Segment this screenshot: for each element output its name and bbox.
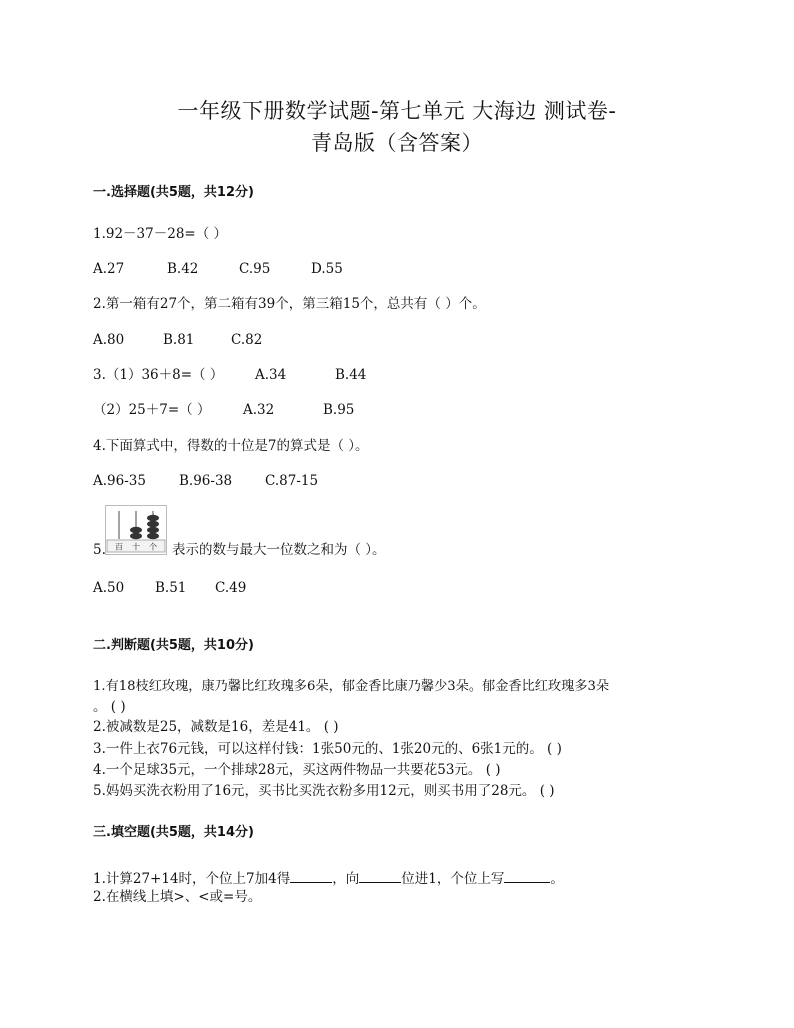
option-b: B.44 [335, 367, 367, 383]
abacus-label-ones: 个 [149, 542, 157, 552]
question-1-2-options [93, 331, 262, 349]
document-title-line2: 青岛版（含答案） [311, 131, 483, 155]
fill-1-text-c: 位进1，个位上写 [401, 871, 505, 887]
option-b: B.96-38 [179, 473, 233, 489]
judgment-1-line2: 。 ( ) [93, 699, 126, 715]
option-d: D.55 [311, 261, 343, 277]
judgment-5: 5.妈妈买洗衣粉用了16元，买书比买洗衣粉多用12元，则买书用了28元。 ( ) [93, 783, 555, 799]
abacus-bead [147, 533, 159, 539]
option-a: A.34 [255, 367, 287, 383]
judgment-2: 2.被减数是25，减数是16，差是41。 ( ) [93, 719, 339, 735]
fill-1-text-a: 1.计算27+14时，个位上7加4得 [93, 871, 291, 887]
question-text: （2）25＋7=（ ） [93, 402, 211, 418]
option-b: B.51 [155, 580, 187, 596]
question-1-4: 4.下面算式中，得数的十位是7的算式是（ ）。 [93, 438, 369, 454]
question-1-3-part1 [93, 366, 366, 384]
fill-1-text-d: 。 [550, 871, 564, 887]
judgment-4: 4.一个足球35元，一个排球28元，买这两件物品一共要花53元。 ( ) [93, 762, 501, 778]
question-1-5-options [93, 579, 246, 597]
option-c: C.82 [231, 332, 263, 348]
option-b: B.95 [323, 402, 355, 418]
abacus-bead [130, 527, 142, 533]
option-a: A.80 [93, 332, 125, 348]
question-text: 3.（1）36＋8=（ ） [93, 367, 224, 383]
question-1-4-options [93, 472, 318, 490]
abacus-bead [147, 515, 159, 521]
option-a: A.96-35 [93, 473, 146, 489]
judgment-3: 3.一件上衣76元钱，可以这样付钱：1张50元的、1张20元的、6张1元的。 ( ) [93, 741, 562, 757]
option-a: A.27 [93, 261, 125, 277]
question-1-1-options [93, 260, 343, 278]
question-1-1: 1.92－37－28=（ ） [93, 226, 228, 242]
abacus-bead [147, 527, 159, 533]
option-a: A.50 [93, 580, 125, 596]
option-c: C.49 [215, 580, 247, 596]
fill-1 [93, 868, 564, 888]
abacus-label-hundreds: 百 [115, 542, 123, 552]
section1-heading: 一.选择题(共5题，共12分) [93, 185, 254, 200]
fill-2: 2.在横线上填>、<或=号。 [93, 889, 262, 905]
question-1-3-part2 [93, 401, 354, 419]
abacus-image [105, 505, 167, 555]
abacus-label-tens: 十 [132, 542, 140, 552]
answer-blank[interactable] [359, 868, 401, 883]
section2-heading: 二.判断题(共5题，共10分) [93, 638, 254, 653]
option-c: C.87-15 [265, 473, 319, 489]
option-c: C.95 [239, 261, 271, 277]
answer-blank[interactable] [290, 868, 332, 883]
abacus-bead [147, 521, 159, 527]
fill-1-text-b: ，向 [332, 871, 360, 887]
question-1-2: 2.第一箱有27个，第二箱有39个，第三箱15个，总共有（ ）个。 [93, 296, 486, 312]
question-1-5-number: 5. [93, 542, 106, 558]
option-b: B.42 [167, 261, 199, 277]
section3-heading: 三.填空题(共5题，共14分) [93, 825, 254, 840]
judgment-1-line1: 1.有18枝红玫瑰，康乃馨比红玫瑰多6朵，郁金香比康乃馨少3朵。郁金香比红玫瑰多3朵 [93, 679, 610, 694]
document-title-line1: 一年级下册数学试题-第七单元 大海边 测试卷- [177, 99, 617, 123]
answer-blank[interactable] [504, 868, 550, 883]
option-a: A.32 [243, 402, 275, 418]
option-b: B.81 [163, 332, 195, 348]
question-1-5-text: 表示的数与最大一位数之和为（ ）。 [172, 542, 386, 558]
abacus-bead [130, 533, 142, 539]
